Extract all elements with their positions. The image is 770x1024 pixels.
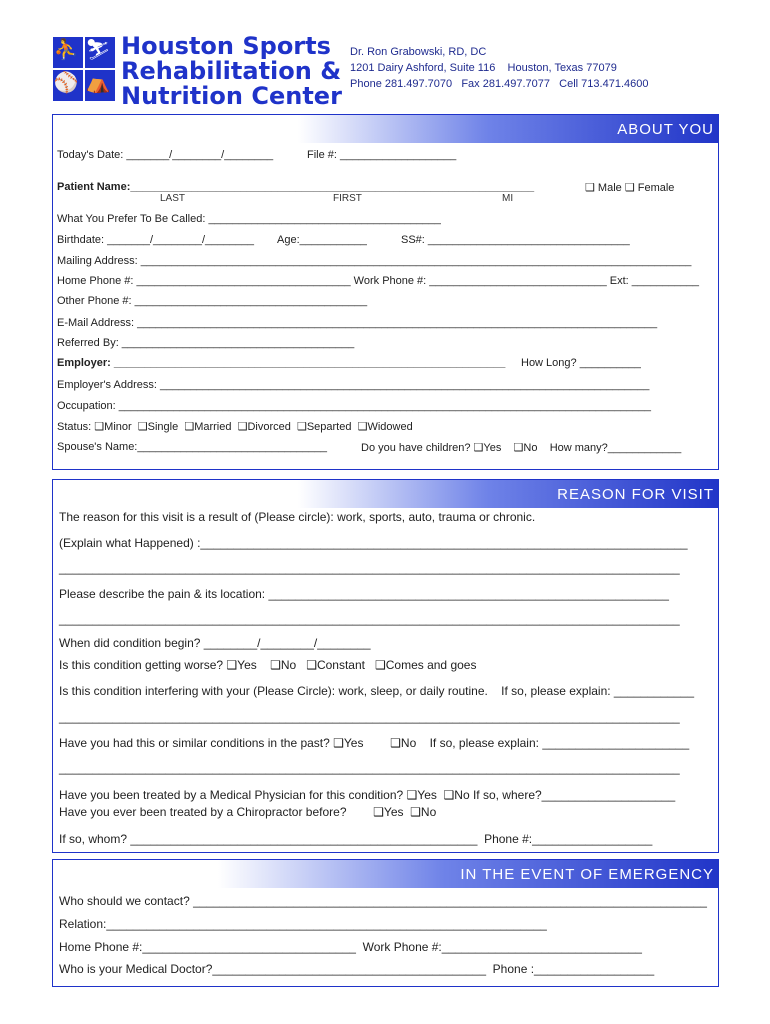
relation-field[interactable]: Relation:__________________________________________________________________ [59,917,547,931]
referred-by-field[interactable]: Referred By: ______________________________________ [57,337,355,349]
condition-begin-field[interactable]: When did condition begin? ________/________/________ [59,636,371,650]
physician-treated-field[interactable]: Have you been treated by a Medical Physician for this condition? ❑Yes ❑No If so, where?____________________ [59,788,676,802]
condition-worse-checkboxes[interactable]: Is this condition getting worse? ❑Yes ❑No ❑Constant ❑Comes and goes [59,658,477,672]
clinic-info [350,44,648,92]
logo-figure-3 [53,70,83,101]
reason-cause-line[interactable]: The reason for this visit is a result of (Please circle): work, sports, auto, trauma or chronic. [59,510,536,524]
interfering-field[interactable]: Is this condition interfering with your (Please Circle): work, sleep, or daily routine. If so, please explain: ____________ [59,684,695,698]
other-phone-field[interactable]: Other Phone #: ______________________________________ [57,295,368,307]
mailing-address-field[interactable]: Mailing Address: __________________________________________________________________________________________ [57,255,692,267]
clinic-phones: Phone 281.497.7070 Fax 281.497.7077 Cell 713.471.4600 [350,78,649,90]
how-long-field[interactable]: How Long? __________ [521,357,641,369]
occupation-field[interactable]: Occupation: _______________________________________________________________________________________ [57,400,651,412]
explain-field-2[interactable]: _____________________________________________________________________________________________ [59,561,680,575]
logo-line-3: Nutrition Center [121,82,342,110]
emergency-contact-field[interactable]: Who should we contact? _____________________________________________________________________________ [59,894,707,908]
first-name-caption: FIRST [333,193,362,204]
email-field[interactable]: E-Mail Address: _____________________________________________________________________________________ [57,317,658,329]
about-you-banner: ABOUT YOU [298,115,718,143]
file-number-field[interactable]: File #: ___________________ [307,149,457,161]
phone-fields[interactable]: Home Phone #: ___________________________________ Work Phone #: _____________________________ Ext: ___________ [57,275,700,287]
chiropractor-field[interactable]: Have you ever been treated by a Chiropractor before? ❑Yes ❑No [59,805,437,819]
logo-line-1: Houston Sports [121,32,331,60]
explain-field[interactable]: (Explain what Happened) :_________________________________________________________________________ [59,536,688,550]
runner-icon: ⛷ [85,39,111,61]
past-conditions-field[interactable]: Have you had this or similar conditions in the past? ❑Yes ❑No If so, please explain: ______________________ [59,736,690,750]
doctor-name: Dr. Ron Grabowski, RD, DC [350,46,487,58]
gender-checkboxes[interactable]: ❑ Male ❑ Female [585,182,675,194]
reason-banner: REASON FOR VISIT [298,480,718,508]
employer-field[interactable]: Employer: ________________________________________________________________ [57,357,506,369]
todays-date-field[interactable]: Today's Date: _______/________/________ [57,149,274,161]
pain-location-field[interactable]: Please describe the pain & its location: ____________________________________________________________ [59,587,669,601]
patient-name-field[interactable]: Patient Name:__________________________________________________________________ [57,181,535,193]
logo-figure-4 [85,70,115,101]
medical-doctor-field[interactable]: Who is your Medical Doctor?_________________________________________ Phone :__________________ [59,962,655,976]
children-field[interactable]: Do you have children? ❑Yes ❑No How many?____________ [361,442,682,454]
pain-location-field-2[interactable]: _____________________________________________________________________________________________ [59,612,680,626]
interfering-field-2[interactable]: _____________________________________________________________________________________________ [59,710,680,724]
past-conditions-field-2[interactable]: _____________________________________________________________________________________________ [59,761,680,775]
throw-icon: ⚾ [53,72,79,94]
athlete-icon: ⛹ [53,39,79,61]
athlete-icon-2: ⛺ [85,72,111,94]
ssn-field[interactable]: SS#: _________________________________ [401,234,630,246]
preferred-name-field[interactable]: What You Prefer To Be Called: ______________________________________ [57,213,441,225]
about-you-section [52,114,719,470]
logo-grid [53,37,115,101]
whom-field[interactable]: If so, whom? ____________________________________________________ Phone #:__________________ [59,832,653,846]
spouse-name-field[interactable]: Spouse's Name:_______________________________ [57,441,328,453]
logo-figure-1 [53,37,83,68]
marital-status-checkboxes[interactable]: Status: ❑Minor ❑Single ❑Married ❑Divorced ❑Separted ❑Widowed [57,421,413,433]
logo-figure-2 [85,37,115,68]
birthdate-field[interactable]: Birthdate: _______/________/________ [57,234,254,246]
employer-address-field[interactable]: Employer's Address: ________________________________________________________________________________ [57,379,650,391]
emergency-banner: IN THE EVENT OF EMERGENCY [218,860,718,888]
clinic-address: 1201 Dairy Ashford, Suite 116 Houston, Texas 77079 [350,62,617,74]
emergency-phone-field[interactable]: Home Phone #:________________________________ Work Phone #:______________________________ [59,940,642,954]
last-name-caption: LAST [160,193,186,204]
logo-wordmark [121,34,342,109]
middle-initial-caption: MI [502,193,514,204]
age-field[interactable]: Age:___________ [277,234,367,246]
logo-line-2: Rehabilitation & [121,57,342,85]
